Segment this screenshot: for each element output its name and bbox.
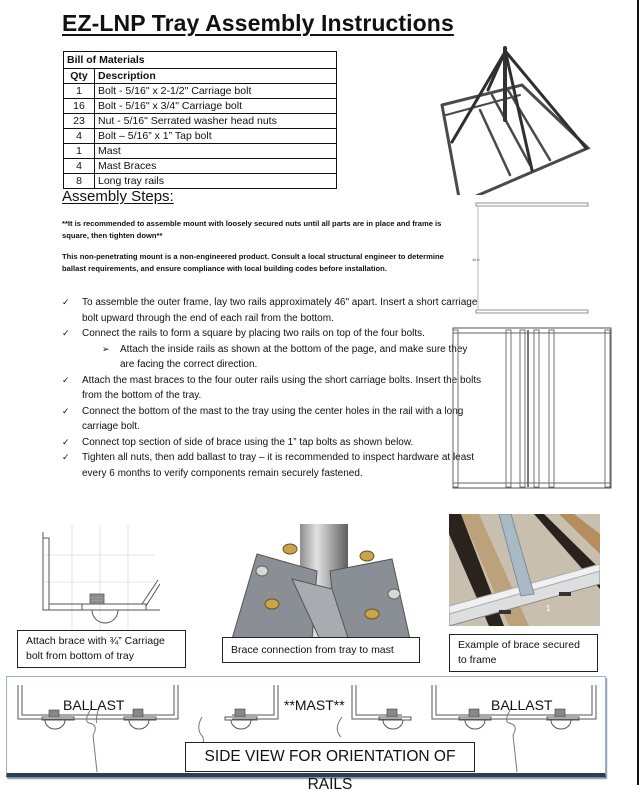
- bom-col-qty: Qty: [64, 69, 95, 84]
- arrow-bullet-icon: ➢: [102, 343, 110, 354]
- bom-description: Mast Braces: [95, 159, 337, 174]
- mast-connection-photo: [222, 519, 420, 644]
- bom-qty: 8: [64, 174, 95, 189]
- step-text: Connect the bottom of the mast to the tray using the center holes in the rail with a long carriage bolt.: [82, 405, 464, 432]
- bom-description: Bolt - 5/16" x 2-1/2" Carriage bolt: [95, 84, 337, 99]
- checkmark-icon: ✓: [62, 405, 70, 416]
- checkmark-icon: ✓: [62, 436, 70, 447]
- mast-caption: Brace connection from tray to mast: [222, 637, 420, 663]
- side-view-diagram: [6, 676, 606, 793]
- mast-label: **MAST**: [284, 697, 345, 713]
- list-item: [62, 404, 482, 435]
- table-row: [64, 174, 337, 189]
- step-text: Connect top section of side of brace using the 1” tap bolts as shown below.: [82, 436, 414, 448]
- checkmark-icon: ✓: [62, 374, 70, 385]
- frame-caption: Example of brace secured to frame: [449, 634, 598, 672]
- bom-col-description: Description: [95, 69, 337, 84]
- spacing-label: 46 in: [472, 258, 480, 262]
- table-row: [64, 129, 337, 144]
- list-item: [62, 342, 482, 373]
- bom-description: Long tray rails: [95, 174, 337, 189]
- list-item: [62, 435, 482, 451]
- checkmark-icon: ✓: [62, 328, 70, 338]
- bom-qty: 1: [64, 84, 95, 99]
- step-text: To assemble the outer frame, lay two rails approximately 46" apart. Insert a short carriage bolt upward through the end of each rail from the bottom.: [82, 297, 478, 324]
- page-edge-rule: [637, 0, 639, 785]
- table-row: [64, 144, 337, 159]
- assembly-steps-heading: Assembly Steps:: [62, 188, 174, 205]
- step-text: Attach the mast braces to the four outer rails using the short carriage bolts. Insert the bolts from the bottom of the tray.: [82, 374, 482, 401]
- recommendation-note: **It is recommended to assemble mount with loosely secured nuts until all parts are in place and frame is square, then tighten down**: [62, 219, 442, 240]
- bom-description: Bolt – 5/16” x 1” Tap bolt: [95, 129, 337, 144]
- checkmark-icon: ✓: [62, 297, 70, 307]
- bom-heading: Bill of Materials: [64, 52, 337, 69]
- list-item: [62, 450, 482, 481]
- bom-description: Bolt - 5/16" x 3/4" Carriage bolt: [95, 99, 337, 114]
- step-text: Tighten all nuts, then add ballast to tray – it is recommended to inspect hardware at least every 6 months to verify components remain securely fastened.: [82, 452, 475, 479]
- step-text: Attach the inside rails as shown at the bottom of the page, and make sure they are facing the correct direction.: [120, 343, 468, 370]
- ballast-label-left: BALLAST: [63, 697, 125, 713]
- assembly-steps-list: [62, 295, 482, 481]
- list-item: [62, 326, 482, 342]
- table-row: [64, 159, 337, 174]
- bill-of-materials-table: [63, 51, 337, 189]
- bom-qty: 16: [64, 99, 95, 114]
- list-item: [62, 373, 482, 404]
- table-row: [64, 84, 337, 99]
- table-row: [64, 99, 337, 114]
- frame-photo-number: 1: [546, 604, 551, 613]
- bom-qty: 23: [64, 114, 95, 129]
- table-row: [64, 114, 337, 129]
- ballast-label-right: BALLAST: [491, 697, 553, 713]
- disclaimer-note: This non-penetrating mount is a non-engineered product. Consult a local structural engineer to determine ballast requirements, and ensure compliance with local building codes before installation.: [62, 252, 444, 273]
- rail-spacing-diagram: [470, 195, 590, 315]
- step-text: Connect the rails to form a square by placing two rails on top of the four bolts.: [82, 328, 425, 339]
- bom-qty: 4: [64, 159, 95, 174]
- bom-qty: 1: [64, 144, 95, 159]
- bom-description: Nut - 5/16" Serrated washer head nuts: [95, 114, 337, 129]
- brace-secured-frame-photo: [449, 514, 600, 626]
- bom-description: Mast: [95, 144, 337, 159]
- tray-mast-isometric-illustration: [440, 20, 600, 195]
- rail-layout-diagram: [450, 325, 615, 500]
- brace-caption: Attach brace with ¾” Carriage bolt from bottom of tray: [17, 630, 186, 668]
- checkmark-icon: ✓: [62, 452, 70, 462]
- page-title: EZ-LNP Tray Assembly Instructions: [62, 10, 454, 36]
- bom-qty: 4: [64, 129, 95, 144]
- list-item: [62, 295, 482, 326]
- brace-bolt-diagram: [20, 520, 160, 630]
- side-view-caption: SIDE VIEW FOR ORIENTATION OF RAILS: [185, 742, 475, 772]
